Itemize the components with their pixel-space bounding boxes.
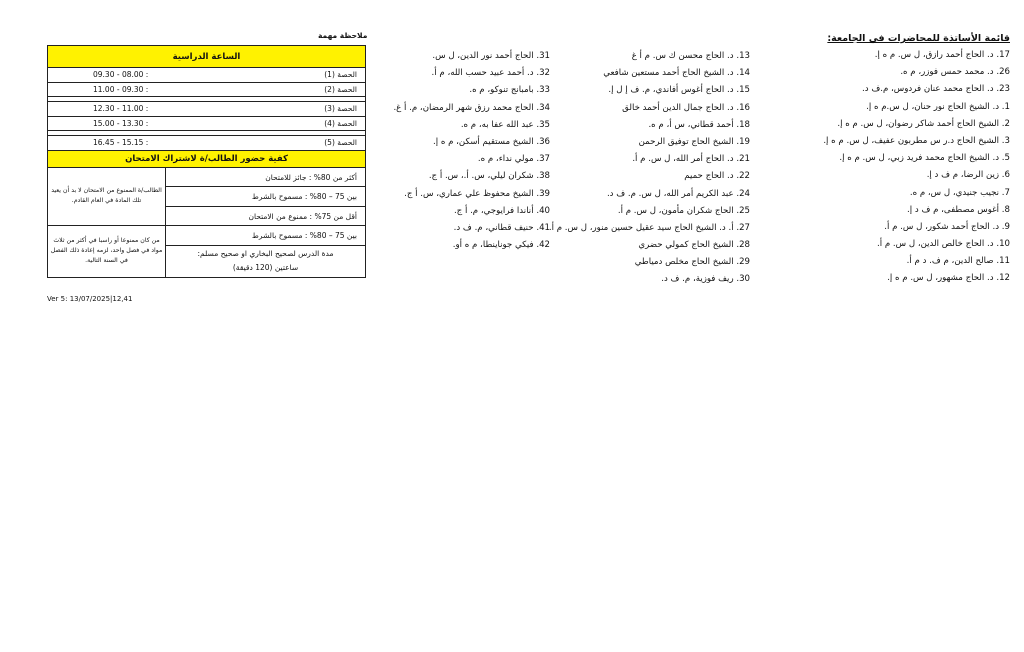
list-item: 8. أغوس مصطفى، م ف د إ.: [907, 204, 1010, 215]
list-item: 15. د. الحاج أغوس أفاندي، م. ف إ ل إ.: [608, 85, 750, 96]
list-item: 32. د. أحمد عبيد حسب الله، م أ.: [431, 68, 550, 79]
important-note-title: ملاحظة مهمة: [318, 31, 368, 40]
list-item: 13. د. الحاج محسن ك س. م أ غ: [631, 51, 750, 61]
list-item: 2. الشيخ الحاج أحمد شاكر رضوان، ل س. م ه إ.: [837, 118, 1010, 129]
lecturer-column-3: [390, 48, 550, 254]
attendance-rule: أكثر من 80% : جائز للامتحان: [166, 168, 365, 188]
period-time: 09.30 - 08.00 :: [93, 70, 149, 79]
attendance-notes: [48, 168, 165, 277]
list-item: 7. نجيب جنيدي، ل س، م ه.: [909, 187, 1010, 198]
list-item: 23. د. الحاج محمد عنان فردوس، م.ف د.: [862, 84, 1010, 95]
list-item: 11. صالح الدين، م ف. د م أ.: [906, 256, 1010, 267]
duration-line: ساعتين (120 دقيقة): [232, 262, 299, 272]
lecturer-column-2: [548, 48, 750, 289]
period-time: 12.30 - 11.00 :: [93, 104, 149, 113]
list-item: 40. أناندا فرايوجي، م. أ ج.: [453, 205, 550, 216]
list-item: 27. أ. د. الشيخ الحاج سيد عقيل حسين منور، ل س. م أ.: [548, 222, 750, 233]
period-label: الحصة (5): [324, 138, 357, 147]
list-item: 6. زين الرضا، م ف د إ.: [926, 170, 1010, 181]
period-row: [48, 102, 365, 117]
list-item: 25. الحاج شكران مأمون، ل س. م أ.: [617, 205, 750, 216]
lecturer-list-title: قائمة الأساتذة للمحاضرات في الجامعة:: [827, 33, 1010, 44]
period-row: [48, 117, 365, 132]
list-item: 38. شكران ليلي، س. أ.، س. أ ج.: [428, 171, 550, 182]
lecturer-column-1: [740, 30, 1010, 288]
list-item: 19. الشيخ الحاج توفيق الرحمن: [638, 136, 750, 147]
list-item: 18. أحمد قطاني، س أ، م ه.: [648, 119, 750, 130]
attendance-rule: أقل من 75% : ممنوع من الامتحان: [166, 207, 365, 227]
list-item: 1. د. الشيخ الحاج نور حنان، ل س.م ه إ.: [866, 101, 1010, 112]
list-item: 17. د. الحاج أحمد رازق، ل س. م ه إ.: [874, 50, 1010, 60]
list-item: 26. د. محمد حمس فوزر، م ه.: [900, 67, 1010, 78]
period-label: الحصة (1): [324, 70, 357, 79]
list-item: 30. ريف فوزية، م. ف د.: [661, 274, 750, 285]
schedule-title: الساعة الدراسية: [48, 46, 365, 68]
period-time: 11.00 - 09.30 :: [93, 84, 149, 94]
duration-line: مدة الدرس لصحيح البخاري او صحيح مسلم:: [197, 248, 334, 258]
list-item: 35. عبد الله عفا به، م ه.: [460, 119, 550, 130]
list-item: 16. د. الحاج جمال الدين أحمد خالق: [622, 102, 750, 113]
list-item: 14. د. الشيخ الحاج أحمد مستعين شافعي: [603, 68, 750, 79]
list-item: 22. د. الحاج حميم: [684, 171, 750, 182]
schedule-table: [47, 45, 366, 278]
list-item: 9. د. الحاج أحمد شكور، ل س. م أ.: [884, 221, 1010, 232]
list-item: 42. فيكي جوناينطا، م ه أو.: [452, 240, 550, 251]
list-item: 29. الشيخ الحاج مخلص دمياطي: [634, 257, 750, 268]
list-item: 12. د. الحاج مشهور، ل س. م ه إ.: [887, 273, 1010, 284]
list-item: 28. الشيخ الحاج كمولي حضري: [638, 240, 750, 251]
list-item: 33. بامبانج تنوكو، م ه.: [469, 85, 550, 96]
list-item: 39. الشيخ محفوظ علي عماري، س. أ ج.: [404, 188, 550, 199]
period-row: [48, 136, 365, 151]
list-item: 21. د. الحاج أمر الله، ل س. م أ.: [632, 154, 750, 165]
lesson-duration: [166, 246, 365, 276]
version-label: Ver 5: 13/07/2025|12,41: [47, 295, 133, 303]
list-item: 3. الشيخ الحاج د.ر س مطربون عفيف، ل س. م ه إ.: [823, 135, 1010, 146]
period-time: 15.00 - 13.30 :: [93, 118, 149, 128]
attendance-section: [48, 168, 365, 277]
list-item: 41. حنيف قطاني، م. ف د.: [453, 222, 550, 233]
period-row: [48, 68, 365, 83]
list-item: 5. د. الشيخ الحاج محمد فريد زبي، ل س. م ه إ.: [839, 153, 1010, 164]
period-label: الحصة (3): [324, 104, 357, 113]
attendance-rule: بين 75 – 80% : مسموح بالشرط: [166, 187, 365, 207]
list-item: 31. الحاج أحمد نور الدين، ل س.: [432, 51, 550, 61]
side-note: الطالب/ة الممنوع من الامتحان لا بد أن يعيد تلك المادة في العام القادم.: [48, 168, 165, 226]
attendance-rules: [165, 168, 365, 277]
attendance-title: كفية حضور الطالب/ة لاشتراك الامتحان: [48, 151, 365, 168]
period-label: الحصة (2): [324, 84, 357, 94]
list-item: 10. د. الحاج خالص الدين، ل س. م أ.: [876, 239, 1010, 250]
list-item: 24. عبد الكريم أمر الله، ل س. م. ف د.: [606, 188, 750, 199]
side-note: من كان ممنوعا أو راسبا في أكثر من ثلاث مواد في فصل واحد، لزمه إعادة ذلك الفصل في السنة التالية.: [50, 237, 163, 264]
list-item: 34. الحاج محمد رزق شهر الرمضان، م. أ غ.: [393, 102, 550, 113]
attendance-rule: بين 75 – 80% : مسموح بالشرط: [166, 226, 365, 246]
list-item: 36. الشيخ مستقيم أسكن، م ه إ.: [433, 136, 550, 147]
list-item: 37. مولي نداء، م ه.: [477, 154, 550, 165]
period-label: الحصة (4): [324, 118, 357, 128]
period-row: [48, 83, 365, 98]
period-time: 16.45 - 15.15 :: [93, 138, 149, 147]
